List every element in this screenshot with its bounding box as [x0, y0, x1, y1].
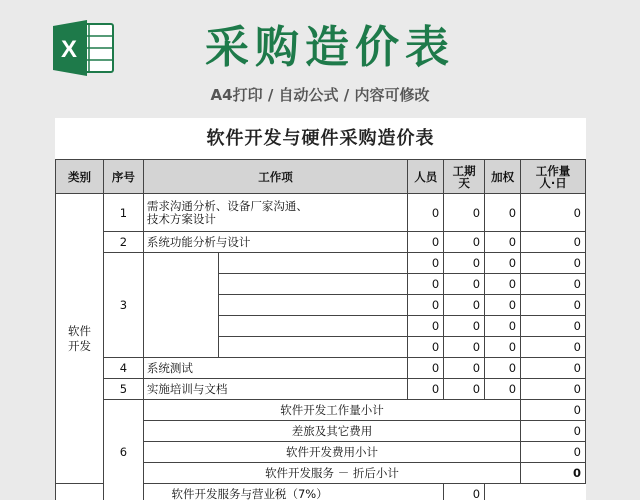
- weight-cell: 0: [485, 274, 521, 295]
- work-item: 实施培训与文档: [143, 379, 407, 400]
- sub-item-cell: [218, 274, 408, 295]
- summary-row: [56, 484, 586, 500]
- summary-value: 0: [521, 442, 586, 463]
- summary-label: 差旅及其它费用: [143, 421, 520, 442]
- table-row: [56, 232, 586, 253]
- col-number: 序号: [103, 160, 143, 194]
- row-number: 4: [103, 358, 143, 379]
- staff-cell: 0: [408, 274, 444, 295]
- summary-label: 软件开发服务与营业税（7%）: [56, 484, 444, 500]
- sub-item-cell: [218, 295, 408, 316]
- weight-cell: 0: [485, 194, 521, 232]
- weight-cell: 0: [485, 379, 521, 400]
- days-cell: 0: [444, 295, 485, 316]
- row-number: 1: [103, 194, 143, 232]
- staff-cell: 0: [408, 295, 444, 316]
- weight-cell: 0: [485, 253, 521, 274]
- weight-cell: 0: [485, 358, 521, 379]
- summary-label: 软件开发费用小计: [143, 442, 520, 463]
- row-number: 3: [103, 253, 143, 358]
- spreadsheet-preview: [55, 118, 586, 500]
- workload-cell: 0: [521, 379, 586, 400]
- col-workload: 工作量 人·日: [521, 160, 586, 194]
- table-row: [56, 379, 586, 400]
- excel-icon: [53, 20, 115, 76]
- staff-cell: 0: [408, 253, 444, 274]
- workload-cell: 0: [521, 295, 586, 316]
- summary-value: 0: [521, 400, 586, 421]
- workload-cell: 0: [521, 358, 586, 379]
- days-cell: 0: [444, 232, 485, 253]
- staff-cell: 0: [408, 358, 444, 379]
- summary-label: 软件开发服务 － 折后小计: [143, 463, 520, 484]
- days-cell: 0: [444, 337, 485, 358]
- sub-item-cell: [218, 253, 408, 274]
- staff-cell: 0: [408, 194, 444, 232]
- summary-value: 0: [521, 463, 586, 484]
- days-cell: 0: [444, 253, 485, 274]
- summary-value: 0: [521, 421, 586, 442]
- sub-item-cell: [218, 316, 408, 337]
- category-cell: 软件 开发: [56, 194, 104, 484]
- summary-value: 0: [444, 484, 485, 500]
- summary-label: 软件开发工作量小计: [143, 400, 520, 421]
- table-row: [56, 194, 586, 232]
- col-category: 类别: [56, 160, 104, 194]
- workload-cell: 0: [521, 316, 586, 337]
- summary-row: [56, 400, 586, 421]
- work-item: 需求沟通分析、设备厂家沟通、 技术方案设计: [143, 194, 407, 232]
- weight-cell: 0: [485, 295, 521, 316]
- workload-cell: 0: [521, 337, 586, 358]
- row-number: 2: [103, 232, 143, 253]
- sub-item-cell: [218, 337, 408, 358]
- sheet-title: 软件开发与硬件采购造价表: [206, 128, 435, 149]
- weight-cell: 0: [485, 316, 521, 337]
- page-subtitle: A4打印 / 自动公式 / 内容可修改: [210, 86, 430, 104]
- page-header: [0, 0, 640, 118]
- table-row: [56, 253, 586, 274]
- staff-cell: 0: [408, 379, 444, 400]
- row-number: 6: [103, 400, 143, 500]
- staff-cell: 0: [408, 232, 444, 253]
- table-row: [56, 358, 586, 379]
- col-staff: 人员: [408, 160, 444, 194]
- staff-cell: 0: [408, 316, 444, 337]
- row-number: 5: [103, 379, 143, 400]
- staff-cell: 0: [408, 337, 444, 358]
- sub-item-group-cell: [143, 253, 218, 358]
- col-duration: 工期 天: [444, 160, 485, 194]
- col-weight: 加权: [485, 160, 521, 194]
- page-title: 采购造价表: [205, 22, 455, 73]
- days-cell: 0: [444, 274, 485, 295]
- days-cell: 0: [444, 379, 485, 400]
- workload-cell: 0: [521, 274, 586, 295]
- days-cell: 0: [444, 316, 485, 337]
- col-work-item: 工作项: [143, 160, 407, 194]
- workload-cell: 0: [521, 232, 586, 253]
- cost-table: [55, 159, 586, 500]
- svg-text:X: X: [60, 36, 78, 63]
- days-cell: 0: [444, 358, 485, 379]
- table-header-row: [56, 160, 586, 194]
- weight-cell: 0: [485, 337, 521, 358]
- work-item: 系统功能分析与设计: [143, 232, 407, 253]
- workload-cell: 0: [521, 253, 586, 274]
- days-cell: 0: [444, 194, 485, 232]
- weight-cell: 0: [485, 232, 521, 253]
- workload-cell: 0: [521, 194, 586, 232]
- work-item: 系统测试: [143, 358, 407, 379]
